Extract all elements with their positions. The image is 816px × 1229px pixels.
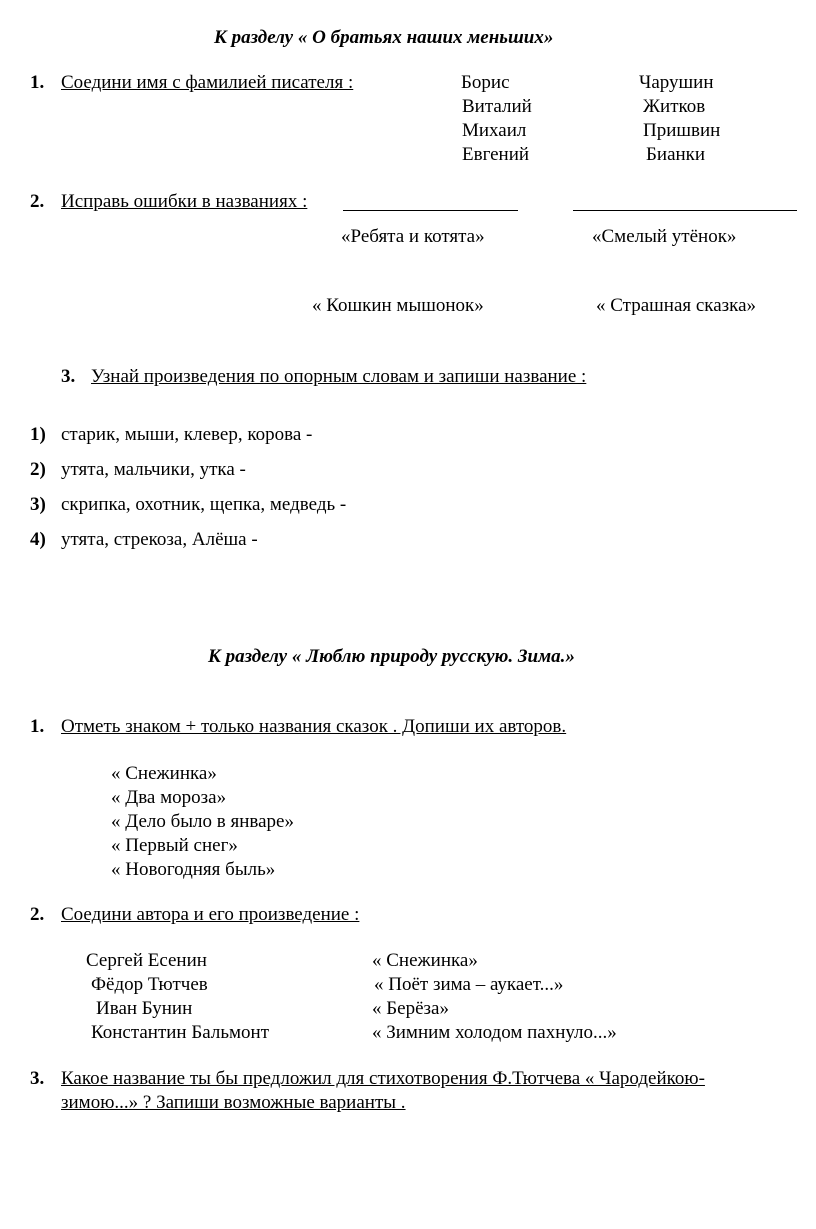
first-name-1: Борис bbox=[461, 72, 510, 93]
author-2: Фёдор Тютчев bbox=[91, 974, 208, 995]
task3-number: 3. bbox=[61, 366, 76, 387]
first-name-2: Виталий bbox=[462, 96, 532, 117]
first-name-4: Евгений bbox=[462, 144, 530, 165]
task3-instruction: Узнай произведения по опорным словам и запиши название : bbox=[91, 366, 587, 387]
answer-line-2[interactable] bbox=[573, 210, 797, 211]
tale-3: « Дело было в январе» bbox=[111, 811, 294, 832]
first-name-3: Михаил bbox=[462, 120, 527, 141]
work-4: « Зимним холодом пахнуло...» bbox=[372, 1022, 617, 1043]
item-1-text: старик, мыши, клевер, корова - bbox=[61, 424, 313, 445]
item-4-number: 4) bbox=[30, 529, 46, 550]
s2-task3-line1: Какое название ты бы предложил для стихотворения Ф.Тютчева « Чародейкою- bbox=[61, 1068, 705, 1089]
title-to-fix-4: « Страшная сказка» bbox=[596, 295, 757, 316]
item-4-text: утята, стрекоза, Алёша - bbox=[61, 529, 258, 550]
item-1-number: 1) bbox=[30, 424, 46, 445]
work-1: « Снежинка» bbox=[372, 950, 478, 971]
answer-line-1[interactable] bbox=[343, 210, 518, 211]
task2-instruction: Исправь ошибки в названиях : bbox=[61, 191, 308, 212]
last-name-4: Бианки bbox=[646, 144, 706, 165]
tale-1: « Снежинка» bbox=[111, 763, 217, 784]
author-4: Константин Бальмонт bbox=[91, 1022, 270, 1043]
s2-task2-instruction: Соедини автора и его произведение : bbox=[61, 904, 360, 925]
s2-task3-number: 3. bbox=[30, 1068, 45, 1089]
author-3: Иван Бунин bbox=[96, 998, 193, 1019]
last-name-2: Житков bbox=[643, 96, 706, 117]
s2-task1-number: 1. bbox=[30, 716, 45, 737]
tale-5: « Новогодняя быль» bbox=[111, 859, 276, 880]
s2-task1-instruction: Отметь знаком + только названия сказок . Допиши их авторов. bbox=[61, 716, 567, 737]
work-2: « Поёт зима – аукает...» bbox=[374, 974, 564, 995]
title-to-fix-1: «Ребята и котята» bbox=[341, 226, 485, 247]
tale-2: « Два мороза» bbox=[111, 787, 227, 808]
task2-number: 2. bbox=[30, 191, 45, 212]
title-to-fix-3: « Кошкин мышонок» bbox=[312, 295, 484, 316]
tale-4: « Первый снег» bbox=[111, 835, 238, 856]
author-1: Сергей Есенин bbox=[86, 950, 207, 971]
item-3-number: 3) bbox=[30, 494, 46, 515]
section2-title: К разделу « Люблю природу русскую. Зима.» bbox=[208, 646, 575, 667]
task1-instruction: Соедини имя с фамилией писателя : bbox=[61, 72, 354, 93]
work-3: « Берёза» bbox=[372, 998, 449, 1019]
item-3-text: скрипка, охотник, щепка, медведь - bbox=[61, 494, 347, 515]
title-to-fix-2: «Смелый утёнок» bbox=[592, 226, 737, 247]
item-2-text: утята, мальчики, утка - bbox=[61, 459, 246, 480]
item-2-number: 2) bbox=[30, 459, 46, 480]
section1-title: К разделу « О братьях наших меньших» bbox=[214, 27, 554, 48]
last-name-3: Пришвин bbox=[643, 120, 721, 141]
last-name-1: Чарушин bbox=[639, 72, 714, 93]
s2-task3-line2: зимою...» ? Запиши возможные варианты . bbox=[61, 1092, 406, 1113]
task1-number: 1. bbox=[30, 72, 45, 93]
s2-task2-number: 2. bbox=[30, 904, 45, 925]
